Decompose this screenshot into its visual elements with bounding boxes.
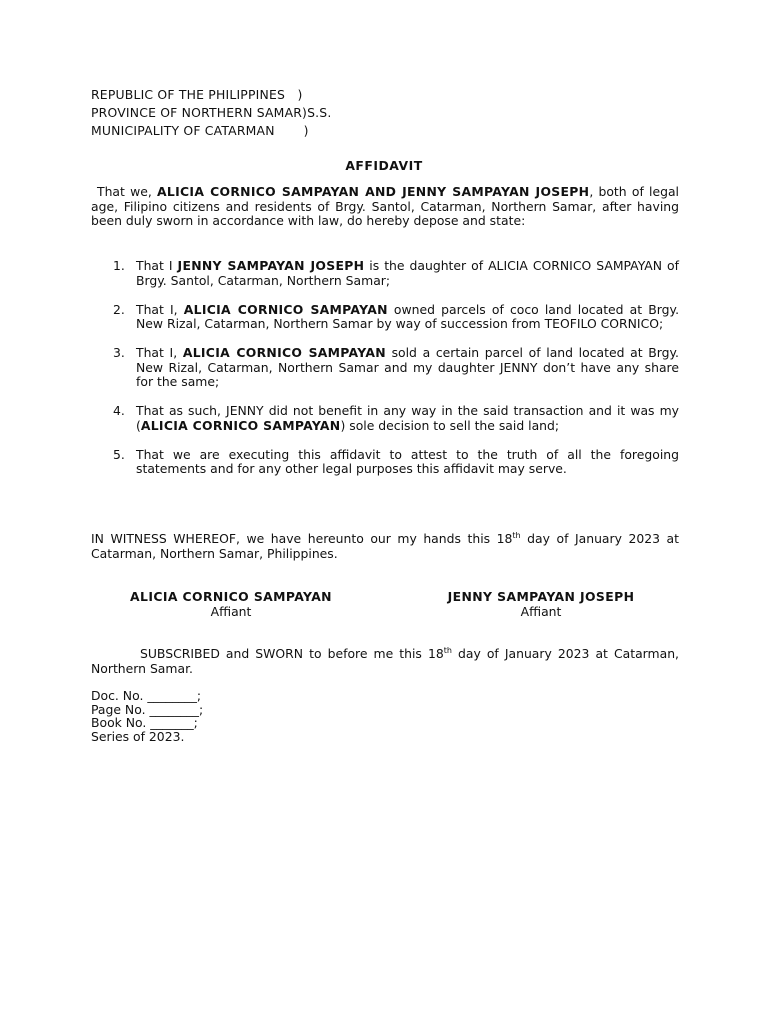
jurat-ordinal-suffix: th bbox=[443, 645, 452, 655]
statement-text: That I, bbox=[136, 345, 183, 360]
statement-item bbox=[91, 346, 679, 390]
venue-municipality: MUNICIPALITY OF CATARMAN ) bbox=[91, 123, 309, 138]
series-line: Series of 2023. bbox=[91, 728, 185, 744]
affiant-role: Affiant bbox=[210, 603, 252, 619]
witness-text: IN WITNESS WHEREOF, we have hereunto our my hands this 18 bbox=[91, 531, 513, 546]
statement-number: 5. bbox=[113, 446, 125, 462]
statement-text: That as such, JENNY did not benefit in any way in the said transaction and it was my ( bbox=[136, 403, 679, 433]
statement-number: 3. bbox=[113, 345, 125, 360]
notarial-register-block bbox=[91, 689, 203, 743]
statement-item bbox=[91, 404, 679, 433]
jurat-text-end: day of January 2023 at Catarman, Northern Samar. bbox=[91, 646, 679, 676]
statement-text: That I, bbox=[136, 301, 184, 317]
witness-text-end: day of January 2023 at Catarman, Northern Samar, Philippines. bbox=[91, 531, 679, 561]
venue-republic: REPUBLIC OF THE PHILIPPINES ) bbox=[91, 87, 303, 102]
intro-prefix: That we, bbox=[97, 184, 158, 199]
statement-number: 4. bbox=[113, 403, 125, 418]
statement-number: 1. bbox=[113, 258, 125, 273]
statement-name: ALICIA CORNICO SAMPAYAN bbox=[183, 301, 388, 317]
statement-text: ) sole decision to sell the said land; bbox=[340, 417, 560, 433]
statement-name: ALICIA CORNICO SAMPAYAN bbox=[140, 417, 341, 433]
venue-province: PROVINCE OF NORTHERN SAMAR)S.S. bbox=[91, 105, 332, 120]
statement-item bbox=[91, 303, 679, 332]
statement-text: sold a certain parcel of land located at Brgy. New Rizal, Catarman, Northern Samar and my daughter JENNY don’t have any share for the same; bbox=[136, 345, 679, 389]
jurat-paragraph bbox=[91, 647, 679, 676]
statement-item bbox=[91, 259, 679, 288]
intro-affiant-names: ALICIA CORNICO SAMPAYAN AND JENNY SAMPAYAN JOSEPH bbox=[157, 184, 590, 199]
statement-name: ALICIA CORNICO SAMPAYAN bbox=[182, 345, 386, 360]
statement-name: JENNY SAMPAYAN JOSEPH bbox=[177, 258, 365, 273]
page-number-line: Page No. ________; bbox=[91, 701, 204, 717]
intro-paragraph bbox=[91, 185, 679, 229]
signature-block-jenny bbox=[410, 590, 672, 619]
intro-rest: , both of legal age, Filipino citizens and residents of Brgy. Santol, Catarman, Northern Samar, after having been duly sworn in accordance with law, do hereby depose and state: bbox=[91, 184, 679, 228]
doc-number-line: Doc. No. ________; bbox=[91, 688, 202, 703]
statement-item bbox=[91, 448, 679, 477]
signature-block-alicia bbox=[100, 590, 362, 619]
affiant-name: JENNY SAMPAYAN JOSEPH bbox=[447, 589, 635, 604]
statement-text: That we are executing this affidavit to attest to the truth of all the foregoing statements and for any other legal purposes this affidavit may serve. bbox=[136, 446, 679, 476]
affiant-name: ALICIA CORNICO SAMPAYAN bbox=[130, 589, 332, 604]
jurat-text: SUBSCRIBED and SWORN to before me this 18 bbox=[140, 646, 444, 661]
book-number-line: Book No. _______; bbox=[91, 715, 198, 730]
affiant-role: Affiant bbox=[520, 603, 562, 619]
statement-text: is the daughter of ALICIA CORNICO SAMPAYAN of Brgy. Santol, Catarman, Northern Samar; bbox=[136, 258, 679, 288]
statement-number: 2. bbox=[113, 301, 125, 317]
statement-text: That I bbox=[136, 258, 178, 273]
witness-paragraph bbox=[91, 532, 679, 561]
witness-ordinal-suffix: th bbox=[512, 530, 521, 540]
statement-list bbox=[91, 259, 679, 491]
venue-block bbox=[91, 86, 332, 140]
statement-text: owned parcels of coco land located at Brgy. New Rizal, Catarman, Northern Samar by way of succession from TEOFILO CORNICO; bbox=[136, 301, 680, 331]
document-title: AFFIDAVIT bbox=[345, 158, 423, 173]
